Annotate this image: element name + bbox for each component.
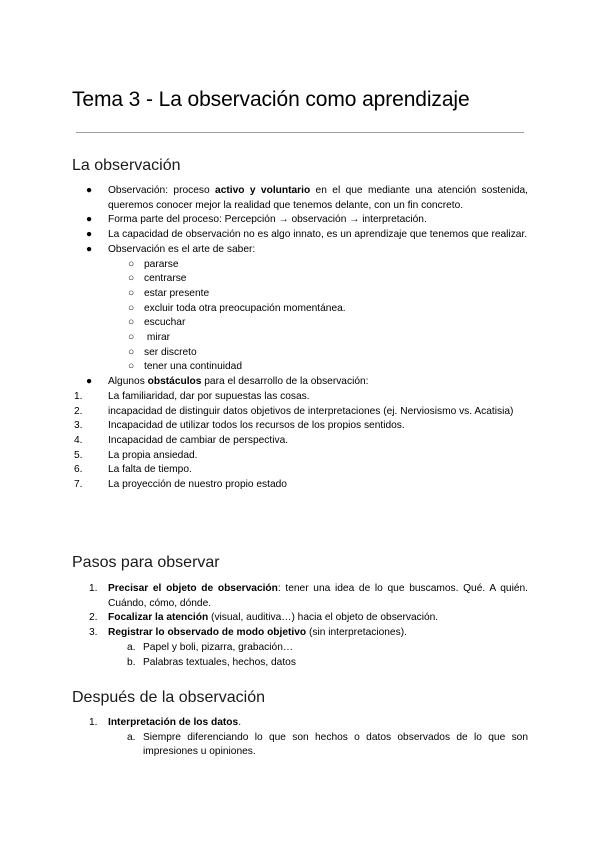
sub-list-item: ○ excluir toda otra preocupación momentánea.	[72, 302, 528, 317]
bullet-icon: ●	[86, 214, 93, 226]
numbered-item: 3. Incapacidad de utilizar todos los recursos de los propios sentidos.	[74, 420, 405, 432]
numbered-item: 5. La propia ansiedad.	[74, 449, 198, 461]
document-title: Tema 3 - La observación como aprendizaje	[72, 88, 470, 111]
numbered-item: 1. La familiaridad, dar por supuestas las cosas.	[74, 390, 310, 402]
numbered-item: 2. incapacidad de distinguir datos objetivos de interpretaciones (ej. Nerviosismo vs. Acatisia)	[74, 405, 514, 417]
numbered-item: 1. Precisar el objeto de observación: tener una idea de lo que buscamos. Qué. A quién. Cuándo, cómo, dónde.	[89, 583, 528, 609]
list-item: ● Observación: proceso activo y voluntario en el que mediante una atención sostenida, queremos conocer mejor la realidad que tenemos delante, con un fin concreto.	[86, 185, 528, 211]
section-heading-observacion: La observación	[72, 157, 181, 174]
list-item: ● Forma parte del proceso: Percepción → observación → interpretación.	[72, 213, 528, 228]
circle-bullet-icon: ○	[128, 302, 135, 314]
sub-list-item: ○ estar presente	[72, 287, 528, 302]
list-item: ● Algunos obstáculos para el desarrollo de la observación:	[72, 375, 528, 390]
section-heading-pasos: Pasos para observar	[72, 554, 220, 571]
numbered-item: 4. Incapacidad de cambiar de perspectiva.	[74, 434, 289, 446]
lettered-item: a. Siempre diferenciando lo que son hechos o datos observados de lo que son impresiones u opiniones.	[127, 731, 528, 758]
sub-list-item: ○ ser discreto	[72, 346, 528, 361]
bullet-icon: ●	[86, 185, 93, 196]
bullet-icon: ●	[86, 229, 93, 241]
bullet-icon: ●	[86, 243, 93, 255]
sub-list-item: ○ mirar	[72, 331, 528, 346]
list-item: ● Observación es el arte de saber:	[72, 243, 528, 258]
circle-bullet-icon: ○	[128, 361, 135, 373]
numbered-item: 6. La falta de tiempo.	[74, 464, 192, 476]
lettered-item: a. Papel y boli, pizarra, grabación…	[127, 641, 294, 653]
numbered-item: 1. Interpretación de los datos.	[89, 717, 242, 728]
numbered-item: 3. Registrar lo observado de modo objetivo (sin interpretaciones).	[89, 627, 407, 639]
sub-list-item: ○ escuchar	[72, 316, 528, 331]
sub-list-item: ○ centrarse	[72, 272, 528, 287]
circle-bullet-icon: ○	[128, 346, 135, 358]
numbered-item: 7. La proyección de nuestro propio estado	[74, 479, 287, 491]
bullet-icon: ●	[86, 376, 93, 388]
circle-bullet-icon: ○	[128, 317, 135, 329]
list-item: ● La capacidad de observación no es algo innato, es un aprendizaje que tenemos que realizar.	[72, 228, 528, 243]
section-heading-despues: Después de la observación	[72, 689, 266, 706]
circle-bullet-icon: ○	[128, 273, 135, 285]
sub-list-item: ○ pararse	[72, 258, 528, 273]
observacion-list	[72, 184, 528, 493]
title-divider	[76, 132, 524, 133]
circle-bullet-icon: ○	[128, 287, 135, 299]
circle-bullet-icon: ○	[128, 332, 135, 344]
lettered-item: b. Palabras textuales, hechos, datos	[127, 656, 296, 668]
sub-list-item: ○ tener una continuidad	[72, 360, 528, 375]
despues-list	[72, 716, 528, 760]
pasos-list	[72, 582, 528, 670]
numbered-item: 2. Focalizar la atención (visual, auditiva…) hacia el objeto de observación.	[89, 612, 439, 624]
circle-bullet-icon: ○	[128, 258, 135, 270]
